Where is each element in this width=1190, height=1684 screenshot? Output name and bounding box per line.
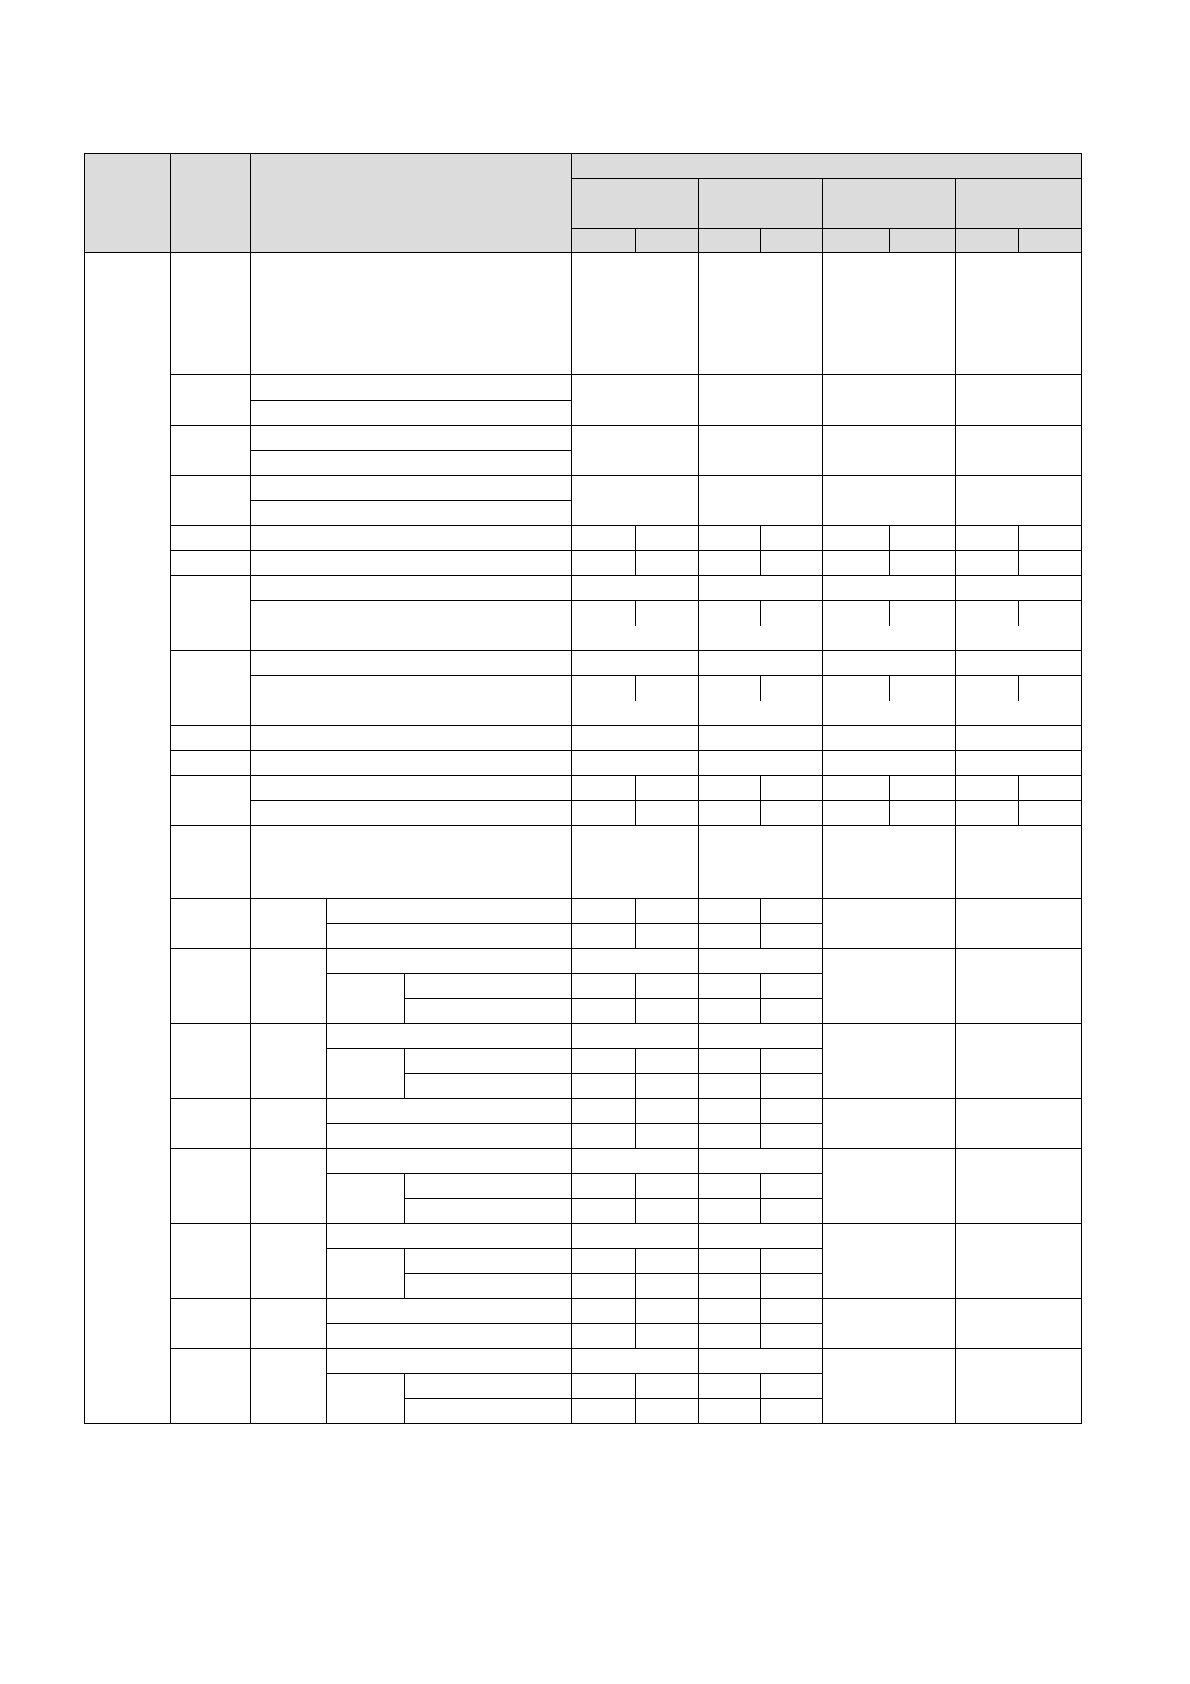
table-border	[84, 153, 1082, 1424]
grid-line-v	[170, 153, 171, 1424]
